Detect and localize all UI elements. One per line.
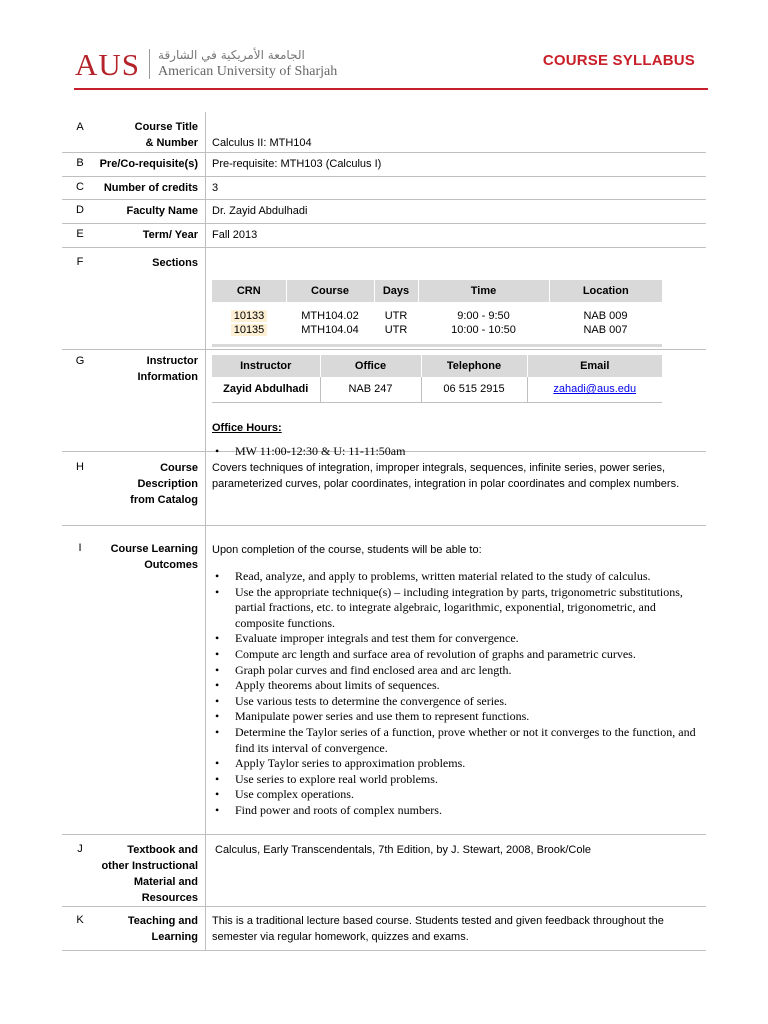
- row-label: Number of credits: [103, 182, 198, 194]
- list-item: • Find power and roots of complex numbers.: [212, 803, 702, 819]
- office-hours-title: Office Hours:: [212, 422, 282, 434]
- course-cell: MTH104.02: [301, 310, 359, 322]
- column-header: Instructor: [212, 355, 320, 377]
- row-letter: D: [76, 204, 84, 216]
- list-item: • Apply theorems about limits of sequences.: [212, 678, 702, 694]
- document-title: COURSE SYLLABUS: [542, 52, 695, 69]
- instructor-header-row: [212, 355, 662, 377]
- row-label: Faculty Name: [126, 205, 198, 217]
- label-line: Outcomes: [144, 559, 198, 571]
- row-learning-outcomes: [62, 525, 706, 835]
- table-row: [212, 322, 662, 338]
- email-cell: [527, 377, 662, 402]
- label-line: Instructor: [146, 355, 198, 367]
- row-letter: G: [75, 355, 85, 367]
- course-description-text: Covers techniques of integration, improper integrals, sequences, infinite series, power series, parameterized curves, polar coordinates, integration in polar coordinates and complex numbers.: [212, 462, 680, 490]
- row-label: [98, 353, 198, 385]
- row-course-title: [62, 112, 706, 153]
- row-label: Sections: [152, 257, 198, 269]
- column-divider: [205, 152, 206, 176]
- label-line: Textbook and: [127, 844, 198, 856]
- column-divider: [205, 176, 206, 199]
- location-cell: NAB 007: [583, 324, 628, 336]
- email-link[interactable]: zahadi@aus.edu: [553, 383, 637, 396]
- column-header: Office: [320, 355, 421, 377]
- row-label: Pre/Co-requisite(s): [99, 158, 198, 170]
- list-item: • Compute arc length and surface area of revolution of graphs and parametric curves.: [212, 647, 702, 663]
- column-divider: [205, 834, 206, 906]
- aus-logo: [75, 44, 337, 84]
- header-rule: [74, 88, 708, 90]
- column-divider: [205, 906, 206, 950]
- page-header: [0, 0, 768, 100]
- logo-text: [158, 48, 337, 80]
- column-header: Course: [286, 280, 374, 302]
- list-item: • MW 11:00-12:30 & U: 11-11:50am: [212, 444, 702, 460]
- credits-value: 3: [212, 182, 219, 194]
- column-header: Email: [527, 355, 662, 377]
- label-line: Material and: [133, 876, 198, 888]
- row-prerequisites: [62, 152, 706, 177]
- logo-abbreviation: AUS: [75, 46, 141, 82]
- location-cell: NAB 009: [583, 310, 628, 322]
- logo-english-name: American University of Sharjah: [158, 64, 338, 79]
- row-letter: A: [76, 121, 84, 133]
- column-header: Time: [418, 280, 549, 302]
- row-teaching-learning: [62, 906, 706, 951]
- row-instructor-info: [62, 349, 706, 458]
- faculty-value: Dr. Zayid Abdulhadi: [212, 205, 308, 217]
- days-cell: UTR: [384, 324, 408, 336]
- label-line: from Catalog: [130, 494, 198, 506]
- sections-table-bottom-rule: [212, 344, 662, 347]
- instructor-table: [212, 355, 662, 403]
- column-divider: [205, 247, 206, 349]
- outcomes-intro: Upon completion of the course, students will be able to:: [212, 544, 482, 556]
- row-course-description: [62, 451, 706, 526]
- label-line: Course Title: [134, 121, 198, 133]
- days-cell: UTR: [384, 310, 408, 322]
- instructor-name-cell: Zayid Abdulhadi: [212, 377, 320, 402]
- row-letter: J: [77, 843, 83, 855]
- crn-cell: 10133: [231, 310, 268, 322]
- row-label: [98, 460, 198, 508]
- list-item: • Graph polar curves and find enclosed area and arc length.: [212, 663, 702, 679]
- outcomes-list: [212, 569, 702, 819]
- row-label: [98, 541, 198, 573]
- column-divider: [205, 349, 206, 451]
- row-term: [62, 223, 706, 248]
- row-letter: F: [76, 256, 84, 268]
- time-cell: 9:00 - 9:50: [457, 310, 510, 322]
- column-divider: [205, 199, 206, 223]
- list-item: • Determine the Taylor series of a function, prove whether or not it converges to the function, and find its interval of convergence.: [212, 725, 702, 756]
- list-item: • Use complex operations.: [212, 787, 702, 803]
- sections-table: [212, 280, 662, 338]
- list-item: • Use series to explore real world problems.: [212, 772, 702, 788]
- row-sections: [62, 247, 706, 350]
- logo-arabic-name: الجامعة الأمريكية في الشارقة: [158, 48, 305, 62]
- label-line: Resources: [141, 892, 198, 904]
- label-line: other Instructional: [101, 860, 198, 872]
- column-header: Telephone: [421, 355, 527, 377]
- row-textbook: [62, 834, 706, 907]
- label-line: Course Learning: [110, 543, 198, 555]
- column-divider: [205, 112, 206, 152]
- column-divider: [205, 223, 206, 247]
- table-row: [212, 302, 662, 322]
- row-letter: C: [76, 181, 84, 193]
- list-item: • Use the appropriate technique(s) – including integration by parts, trigonometric substitutions, partial fractions, etc. to integrate algebraic, logarithmic, exponential, trigonometric, and composite functions.: [212, 585, 702, 632]
- prerequisite-value: Pre-requisite: MTH103 (Calculus I): [212, 158, 382, 170]
- row-faculty: [62, 199, 706, 224]
- row-letter: K: [76, 914, 84, 926]
- course-cell: MTH104.04: [301, 324, 359, 336]
- list-item: • Use various tests to determine the convergence of series.: [212, 694, 702, 710]
- column-divider: [205, 451, 206, 525]
- sections-header-row: [212, 280, 662, 302]
- label-line: Course Description: [137, 462, 198, 490]
- time-cell: 10:00 - 10:50: [451, 324, 516, 336]
- row-letter: I: [78, 542, 82, 554]
- list-item: • Read, analyze, and apply to problems, written material related to the study of calculus.: [212, 569, 702, 585]
- row-letter: E: [76, 228, 84, 240]
- term-value: Fall 2013: [212, 229, 258, 241]
- label-line: Learning: [151, 931, 198, 943]
- list-item: • Evaluate improper integrals and test them for convergence.: [212, 631, 702, 647]
- row-letter: B: [76, 157, 84, 169]
- row-letter: H: [76, 461, 84, 473]
- telephone-cell: 06 515 2915: [421, 377, 527, 402]
- column-divider: [205, 525, 206, 834]
- list-item: • Manipulate power series and use them to represent functions.: [212, 709, 702, 725]
- row-label: Term/ Year: [142, 229, 198, 241]
- list-item: • Apply Taylor series to approximation problems.: [212, 756, 702, 772]
- table-row: [212, 377, 662, 402]
- row-label: [98, 119, 198, 151]
- logo-divider: [149, 49, 150, 79]
- crn-cell: 10135: [231, 324, 268, 336]
- column-header: Location: [549, 280, 662, 302]
- label-line: Teaching and: [127, 915, 198, 927]
- column-header: CRN: [212, 280, 286, 302]
- label-line: & Number: [145, 137, 198, 149]
- office-cell: NAB 247: [320, 377, 421, 402]
- teaching-learning-text: This is a traditional lecture based course. Students tested and given feedback throughout the semester via regular homework, quizzes and exams.: [212, 915, 664, 943]
- textbook-value: Calculus, Early Transcendentals, 7th Edition, by J. Stewart, 2008, Brook/Cole: [215, 844, 592, 856]
- course-title-value: Calculus II: MTH104: [212, 137, 312, 149]
- column-header: Days: [374, 280, 418, 302]
- label-line: Information: [137, 371, 198, 383]
- row-credits: [62, 176, 706, 200]
- row-label: [98, 913, 198, 945]
- row-label: [98, 842, 198, 906]
